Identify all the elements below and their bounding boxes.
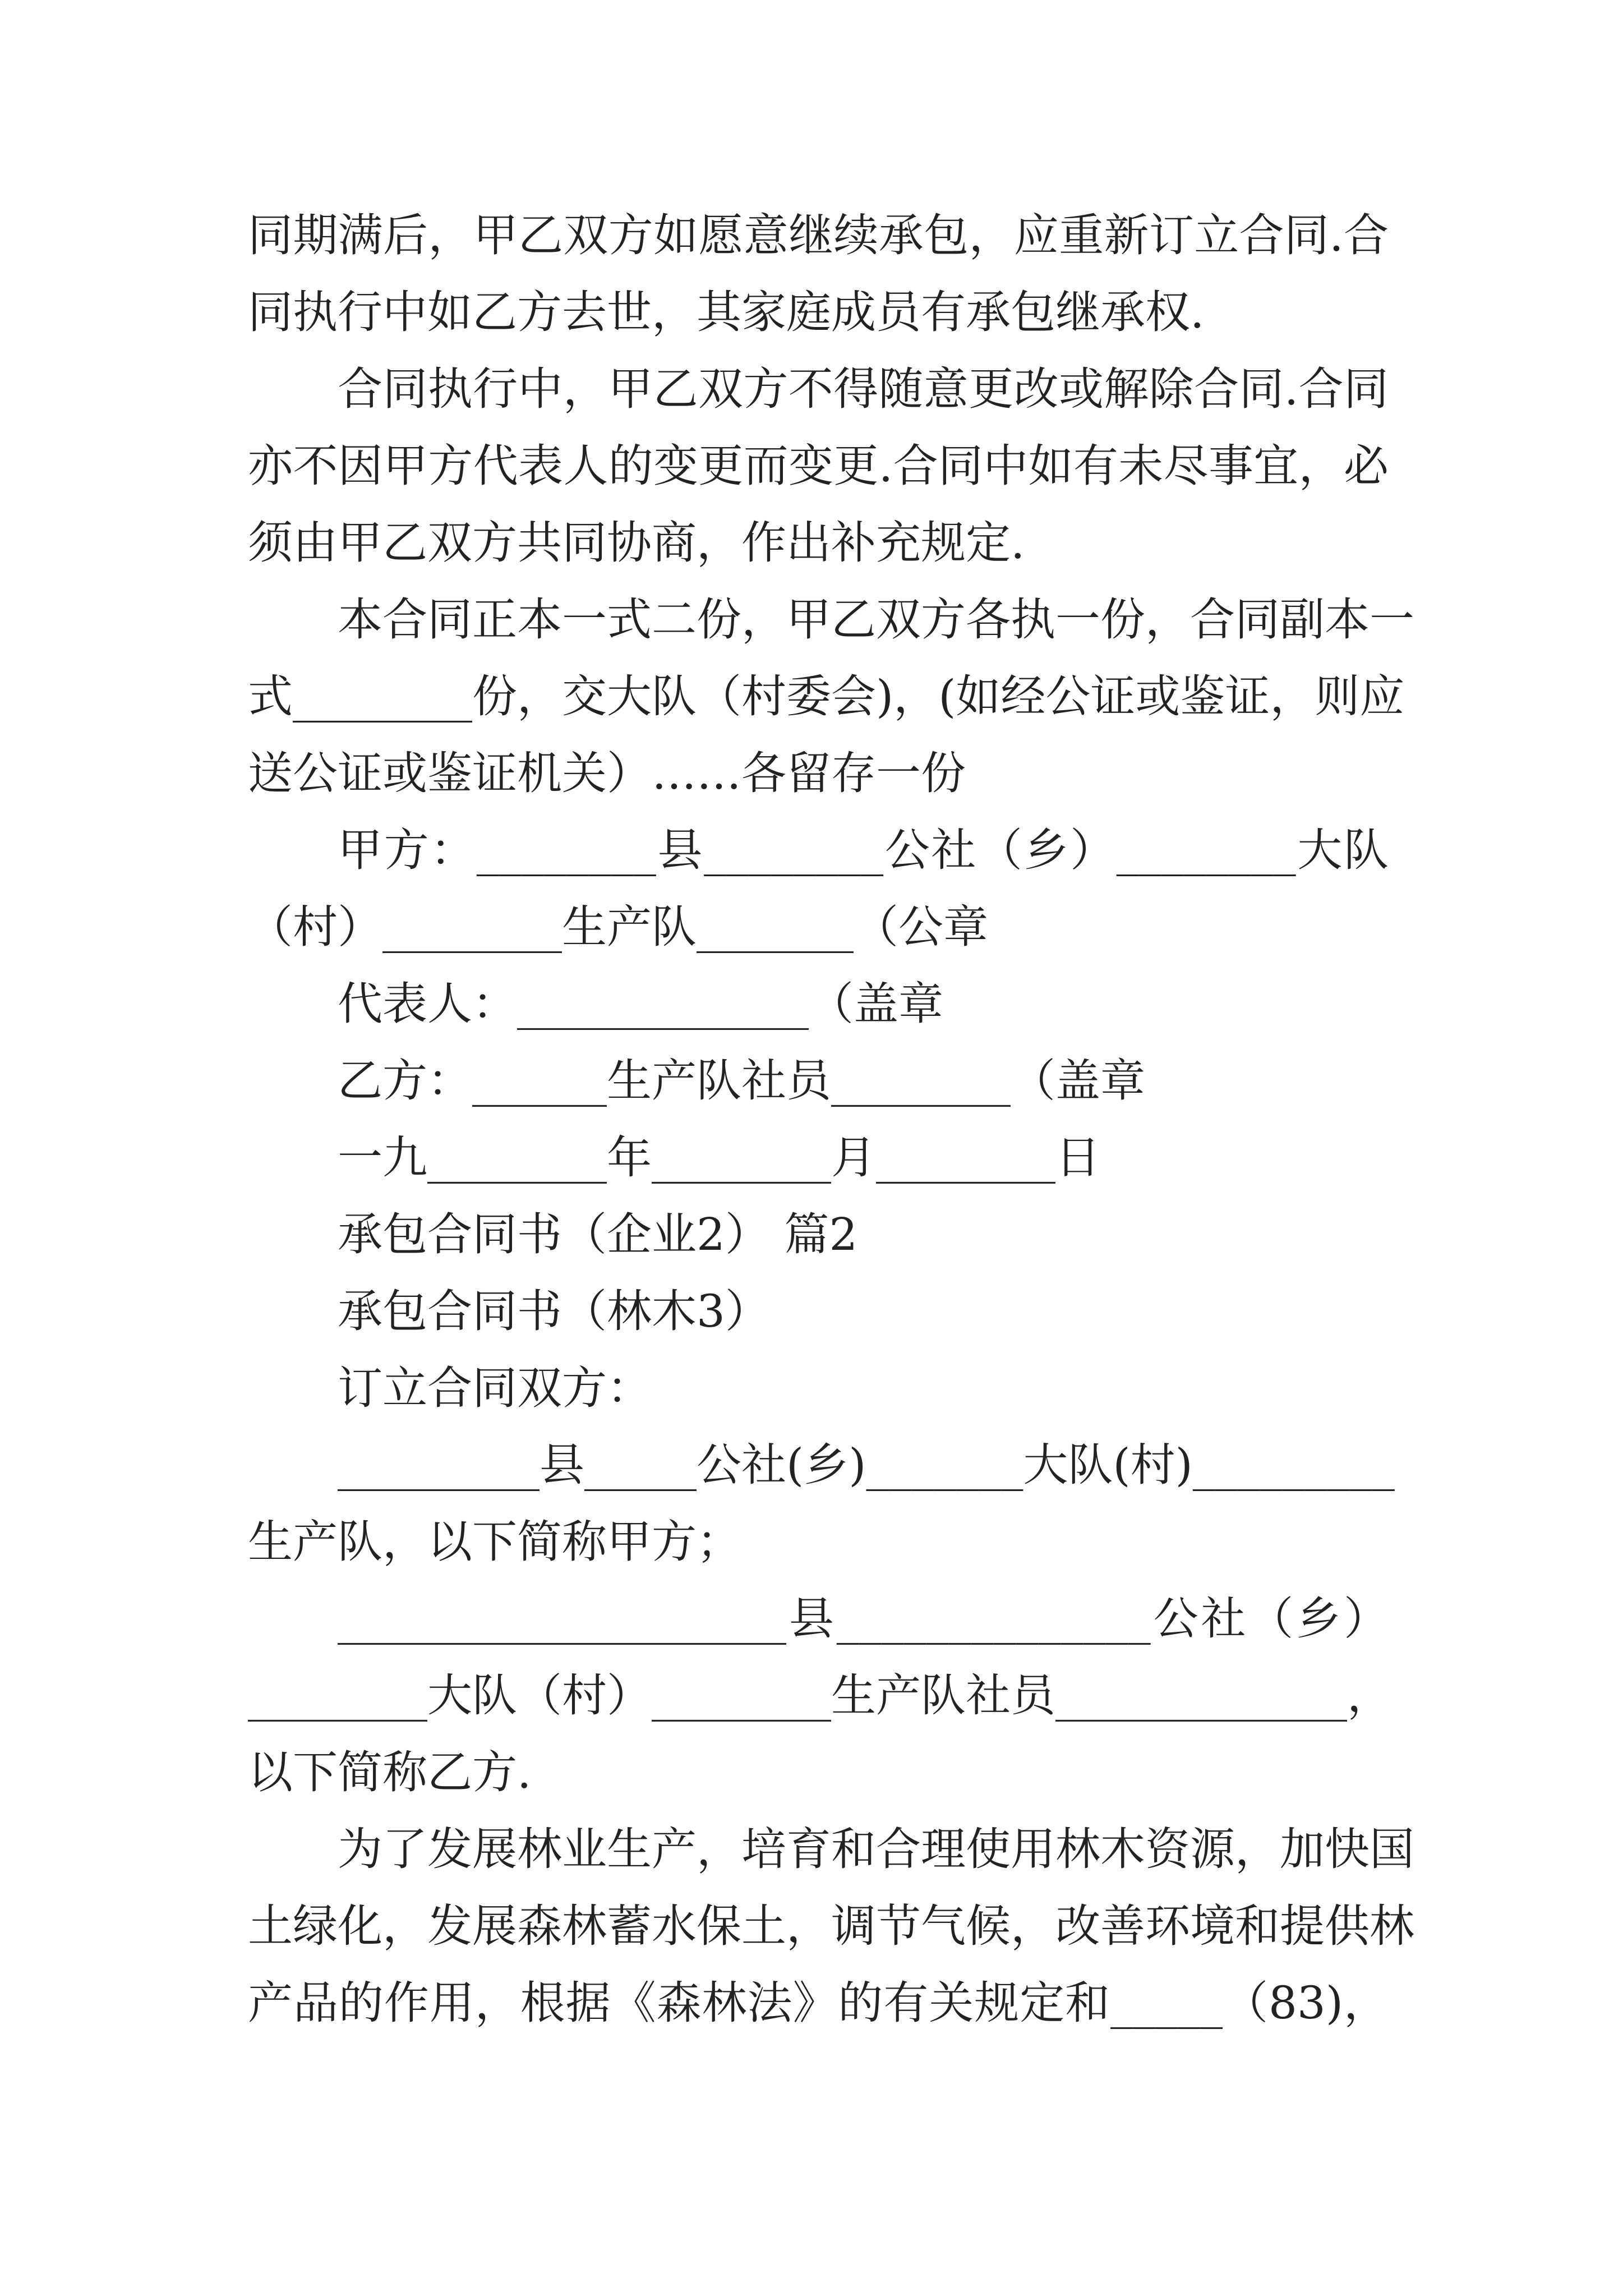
paragraph-line: 式________份，交大队（村委会)，(如经公证或鉴证，则应: [248, 670, 1405, 723]
party-b-line: ____________________县______________公社（乡）: [338, 1593, 1389, 1645]
paragraph-line: 订立合同双方：: [338, 1362, 652, 1414]
date-line: 一九________年________月________日: [338, 1131, 1100, 1184]
paragraph-line: 亦不因甲方代表人的变更而变更.合同中如有未尽事宜，必: [248, 440, 1389, 492]
paragraph-line: 送公证或鉴证机关）……各留存一份: [248, 747, 966, 799]
paragraph-line: 为了发展林业生产，培育和合理使用林木资源，加快国: [338, 1823, 1414, 1875]
paragraph-line: 土绿化，发展森林蓄水保土，调节气候，改善环境和提供林: [248, 1900, 1414, 1952]
document-title: 承包合同书（林木3）: [338, 1285, 770, 1337]
party-b-line: 以下简称乙方.: [248, 1746, 532, 1798]
paragraph-line: 同期满后，甲乙双方如愿意继续承包，应重新订立合同.合: [248, 209, 1389, 261]
party-a-line: （村）________生产队_______（公章: [248, 901, 988, 953]
representative-line: 代表人：_____________（盖章: [338, 978, 943, 1030]
section-heading: 承包合同书（企业2） 篇2: [338, 1208, 858, 1260]
party-a-line: 生产队，以下简称甲方；: [248, 1516, 741, 1568]
paragraph-line: 同执行中如乙方去世，其家庭成员有承包继承权.: [248, 286, 1205, 338]
party-b-line: ________大队（村）________生产队社员_____________，: [248, 1669, 1392, 1722]
paragraph-line: 本合同正本一式二份，甲乙双方各执一份，合同副本一: [338, 593, 1414, 646]
party-a-line: _________县_____公社(乡)_______大队(村)_________: [338, 1439, 1395, 1491]
paragraph-line: 合同执行中，甲乙双方不得随意更改或解除合同.合同: [338, 363, 1389, 415]
paragraph-line: 产品的作用，根据《森林法》的有关规定和_____（83)，: [248, 1977, 1389, 2029]
party-b-line: 乙方：______生产队社员________（盖章: [338, 1055, 1145, 1107]
paragraph-line: 须由甲乙双方共同协商，作出补充规定.: [248, 517, 1025, 569]
party-a-line: 甲方：________县________公社（乡）________大队: [338, 824, 1389, 876]
